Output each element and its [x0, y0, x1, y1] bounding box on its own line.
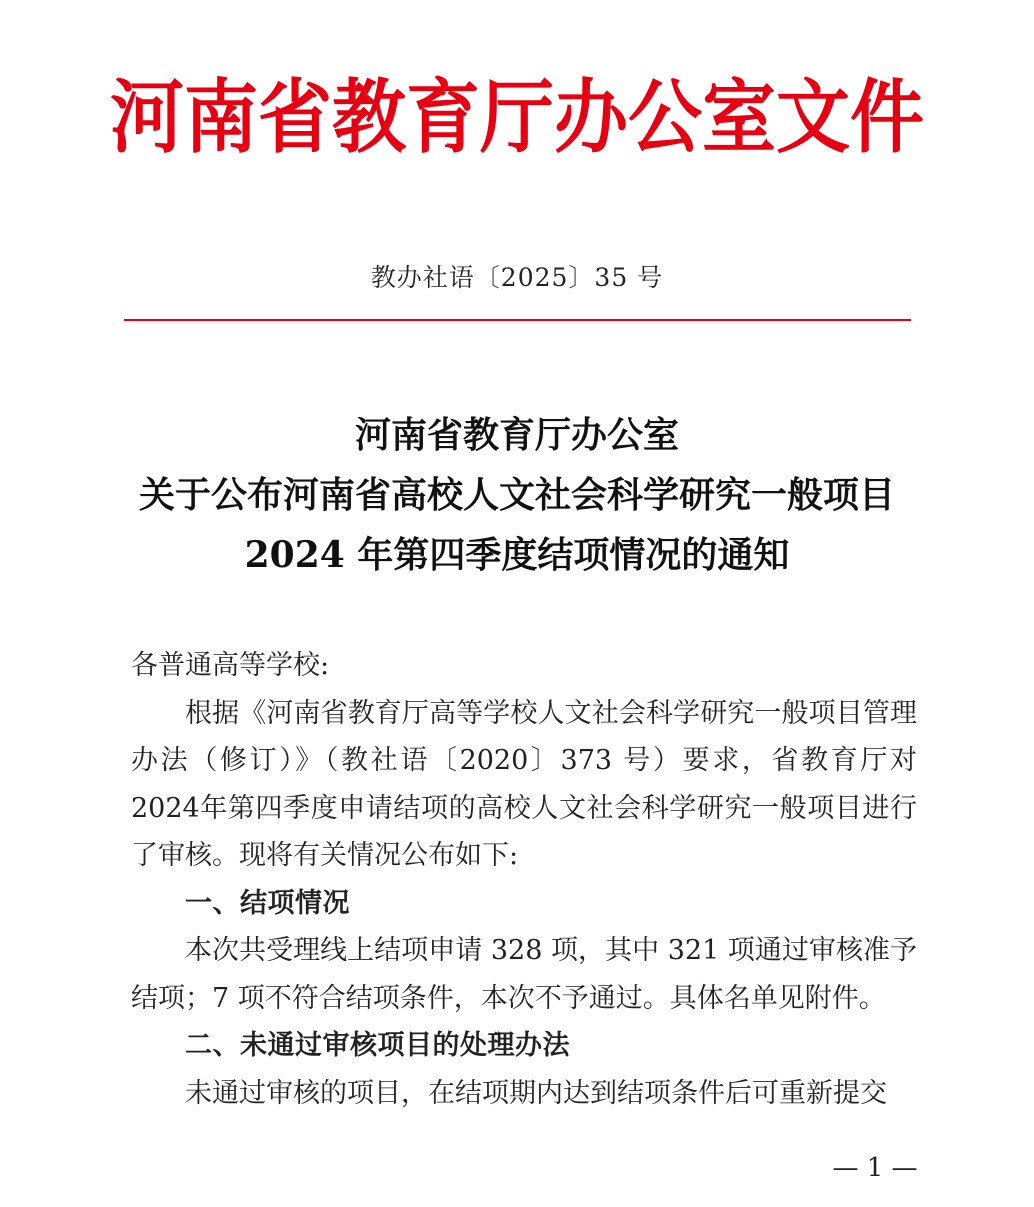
section-heading-1: 一、结项情况 — [185, 887, 350, 919]
paragraph-intro: 根据《河南省教育厅高等学校人文社会科学研究一般项目管理办法（修订）》（教社语〔2020〕373 号）要求，省教育厅对 2024年第四季度申请结项的高校人文社会科学研究一般项目进行了审核。现将有关情况公布如下: — [131, 697, 917, 871]
title-line-3: 2024 年第四季度结项情况的通知 — [244, 534, 790, 576]
title-line-2: 关于公布河南省高校人文社会科学研究一般项目 — [138, 474, 895, 516]
page-number: — 1 — — [832, 1153, 918, 1183]
paragraph-handling: 未通过审核的项目，在结项期内达到结项条件后可重新提交 — [185, 1077, 887, 1109]
masthead-title: 河南省教育厅办公室文件 — [110, 71, 924, 165]
document-number: 教办社语〔2025〕35 号 — [370, 263, 664, 292]
red-divider — [124, 319, 911, 321]
paragraph-results: 本次共受理线上结项申请 328 项，其中 321 项通过审核准予结项；7 项不符合结项条件，本次不予通过。具体名单见附件。 — [131, 935, 917, 1014]
title-line-1: 河南省教育厅办公室 — [354, 414, 679, 456]
notice-body — [131, 642, 917, 1117]
section-heading-2: 二、未通过审核项目的处理办法 — [185, 1030, 570, 1061]
notice-title — [0, 405, 1034, 585]
salutation: 各普通高等学校: — [131, 650, 330, 681]
